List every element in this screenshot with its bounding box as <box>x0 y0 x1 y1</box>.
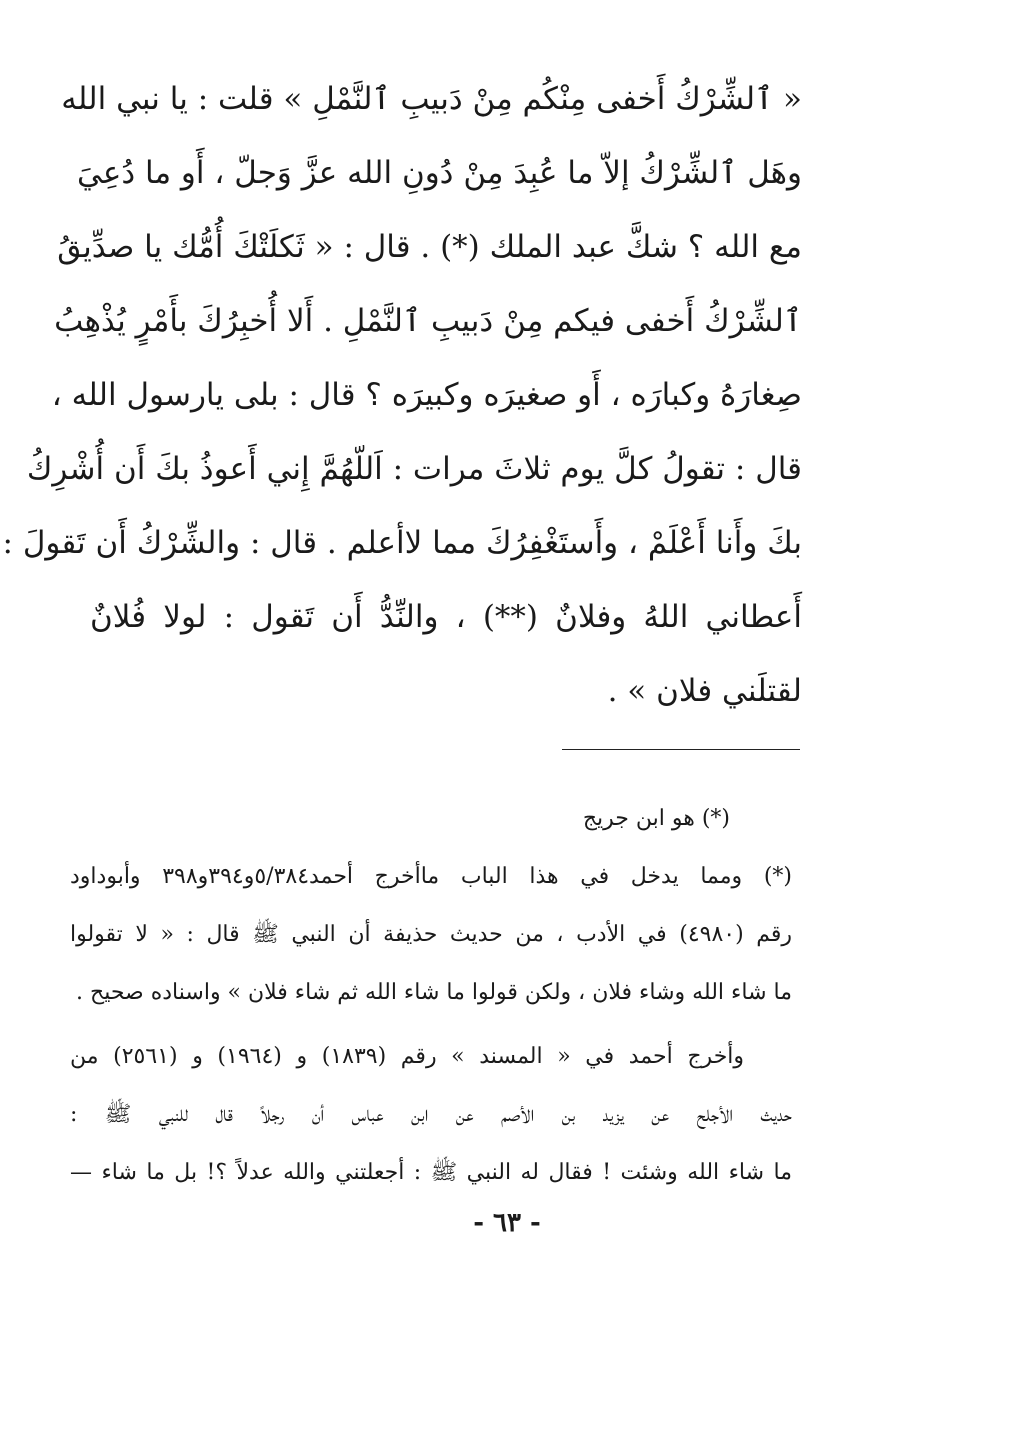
footnote-line: حديث الأجلح عن يزيد بن الأصم عن ابن عباس أن رجلاً قال للنبي ﷺ : <box>70 1102 792 1127</box>
main-text-line: « ٱلشِّرْكُ أَخفى مِنْكُم مِنْ دَبيبِ ٱلنَّمْلِ » قلت : يا نبي الله <box>61 81 802 117</box>
footnotes-block <box>70 790 792 1202</box>
main-text-line: مع الله ؟ شكَّ عبد الملك (*) . قال : « ثَكلَتْكَ أُمُّك يا صدِّيقُ <box>57 229 802 265</box>
footnote-line: ما شاء الله وشاء فلان ، ولكن قولوا ما شاء الله ثم شاء فلان » واسناده صحيح . <box>76 980 792 1005</box>
footnote-first: (*) هو ابن جريج <box>582 806 730 831</box>
footnote-line: رقم (٤٩٨٠) في الأدب ، من حديث حذيفة أن النبي ﷺ قال : « لا تقولوا <box>70 922 793 947</box>
main-text-line: قال : تقولُ كلَّ يوم ثلاثَ مرات : اَللّهُمَّ إِني أَعوذُ بكَ أَن أُشْرِكُ <box>26 451 802 487</box>
main-text-line: ٱلشِّرْكُ أَخفى فيكم مِنْ دَبيبِ ٱلنَّمْلِ . أَلا أُخبِرُكَ بأَمْرٍ يُذْهِبُ <box>54 303 802 339</box>
main-text-line: بكَ وأَنا أَعْلَمْ ، وأَستَغْفِرُكَ مما لاأعلم . قال : والشِّرْكُ أَن تَقولَ : <box>2 525 802 561</box>
footnote-line: (*) ومما يدخل في هذا الباب ماأخرج أحمد٥/٣٨٤و٣٩٤و٣٩٨ وأبوداود <box>70 864 792 889</box>
main-text-line: صِغارَهُ وكبارَه ، أَو صغيرَه وكبيرَه ؟ قال : بلى يارسول الله ، <box>51 377 802 413</box>
main-text-line: لقتلَني فلان » . <box>607 673 802 709</box>
main-text-line: وهَل ٱلشِّرْكُ إلاّ ما عُبِدَ مِنْ دُونِ الله عزَّ وَجلّ ، أَو ما دُعِيَ <box>77 155 802 191</box>
footnote-divider <box>562 749 800 750</box>
footnote-line: ما شاء الله وشئت ! فقال له النبي ﷺ : أجعلتني والله عدلاً ؟! بل ما شاء — <box>70 1160 792 1185</box>
page-number: - ٦٣ - <box>473 1208 541 1238</box>
main-text-line: أَعطاني اللهُ وفلانٌ (**) ، والنِّدُّ أَن تَقول : لولا فُلانٌ <box>90 599 802 635</box>
footnote-line: وأخرج أحمد في « المسند » رقم (١٨٣٩) و (١٩٦٤) و (٢٥٦١) من <box>70 1044 745 1069</box>
main-text-block <box>2 62 802 728</box>
